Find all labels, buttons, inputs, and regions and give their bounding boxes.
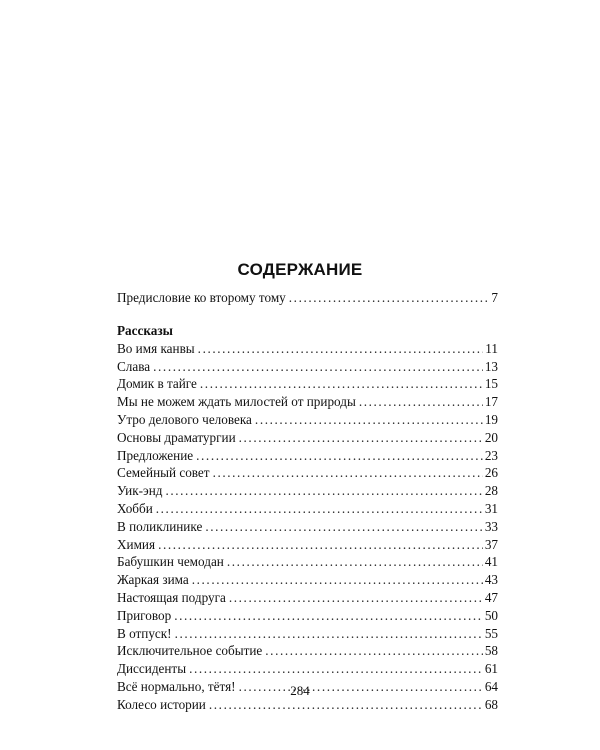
toc-entry-label: Хобби <box>117 500 153 516</box>
toc-entry <box>117 536 498 554</box>
toc-entry <box>117 411 498 429</box>
toc-entry <box>117 607 498 625</box>
dot-leader <box>165 482 482 500</box>
toc-entry-label: Колесо истории <box>117 696 206 712</box>
toc-entry <box>117 518 498 536</box>
page-number: 284 <box>290 683 310 698</box>
dot-leader <box>265 642 483 660</box>
toc-entry <box>117 375 498 393</box>
toc-entry <box>117 464 498 482</box>
dot-leader <box>174 607 483 625</box>
toc-entry-label: Химия <box>117 536 156 552</box>
toc-entry <box>117 358 498 376</box>
toc-entry-label: Предисловие ко второму тому <box>117 290 286 305</box>
toc-entry-label: Жаркая зима <box>117 572 189 588</box>
toc-entry-label: Настоящая подруга <box>117 589 226 605</box>
toc-entry <box>117 482 498 500</box>
toc-entry <box>117 340 498 358</box>
toc-entry-label: Предложение <box>117 447 194 463</box>
toc-entry-page: 19 <box>484 411 498 427</box>
toc-entry <box>117 429 498 447</box>
toc-entry-page: 61 <box>484 661 498 677</box>
toc-entry-label: Слава <box>117 358 151 374</box>
toc-entry-page: 31 <box>484 500 498 516</box>
toc-entry-label: Исключительное событие <box>117 643 263 659</box>
toc-entry <box>117 447 498 465</box>
dot-leader <box>205 518 483 536</box>
toc-entry-label: Основы драматургии <box>117 429 236 445</box>
toc-entry-page: 26 <box>484 465 498 481</box>
toc-entry-page: 13 <box>484 358 498 374</box>
dot-leader <box>200 375 483 393</box>
toc-entry-label: Семейный совет <box>117 465 210 481</box>
toc-entry-preface <box>117 289 498 307</box>
toc-entry <box>117 393 498 411</box>
dot-leader <box>158 536 483 554</box>
dot-leader <box>359 393 483 411</box>
toc-entry-page: 33 <box>484 518 498 534</box>
toc-entry-label: Бабушкин чемодан <box>117 554 224 570</box>
toc-entry-label: Приговор <box>117 607 172 623</box>
toc-entry-label: Диссиденты <box>117 661 187 677</box>
toc-entry-page: 37 <box>484 536 498 552</box>
section-heading: Рассказы <box>117 322 173 338</box>
toc-entry-label: Уик-энд <box>117 483 163 499</box>
toc-entry <box>117 589 498 607</box>
toc-entry-page: 15 <box>484 376 498 392</box>
dot-leader <box>229 589 483 607</box>
toc-entry-page: 11 <box>485 340 498 356</box>
toc-entry <box>117 571 498 589</box>
toc-entry-page: 7 <box>491 290 498 305</box>
toc-entries <box>117 340 498 714</box>
toc-entry-page: 55 <box>484 625 498 641</box>
toc-entry-label: Домик в тайге <box>117 376 197 392</box>
toc-entry-page: 28 <box>484 483 498 499</box>
toc-entry-page: 43 <box>484 572 498 588</box>
toc-entry <box>117 553 498 571</box>
dot-leader <box>175 625 483 643</box>
dot-leader <box>255 411 483 429</box>
dot-leader <box>198 340 484 358</box>
toc-entry-page: 17 <box>484 394 498 410</box>
dot-leader <box>239 429 483 447</box>
toc-entry <box>117 625 498 643</box>
toc-entry-label: В поликлинике <box>117 518 203 534</box>
toc-entry-page: 68 <box>484 696 498 712</box>
toc-entry-page: 64 <box>484 678 498 694</box>
dot-leader <box>213 464 483 482</box>
toc-entry-page: 20 <box>484 429 498 445</box>
dot-leader <box>196 447 483 465</box>
toc-entry <box>117 500 498 518</box>
toc-entry-label: Всё нормально, тётя! <box>117 678 236 694</box>
toc-entry-label: Во имя канвы <box>117 340 195 356</box>
toc-entry-label: Мы не можем ждать милостей от природы <box>117 394 356 410</box>
toc-entry-page: 23 <box>484 447 498 463</box>
toc-entry-label: Утро делового человека <box>117 411 252 427</box>
dot-leader <box>153 358 483 376</box>
toc-entry <box>117 642 498 660</box>
toc-entry-page: 58 <box>484 643 498 659</box>
table-of-contents <box>117 289 498 714</box>
toc-entry-page: 50 <box>484 607 498 623</box>
toc-entry-page: 41 <box>484 554 498 570</box>
toc-entry-page: 47 <box>484 589 498 605</box>
dot-leader <box>189 660 483 678</box>
dot-leader <box>192 571 483 589</box>
dot-leader <box>156 500 483 518</box>
contents-title: СОДЕРЖАНИЕ <box>237 260 363 279</box>
dot-leader <box>289 289 490 307</box>
dot-leader <box>227 553 483 571</box>
toc-entry <box>117 660 498 678</box>
toc-entry-label: В отпуск! <box>117 625 172 641</box>
